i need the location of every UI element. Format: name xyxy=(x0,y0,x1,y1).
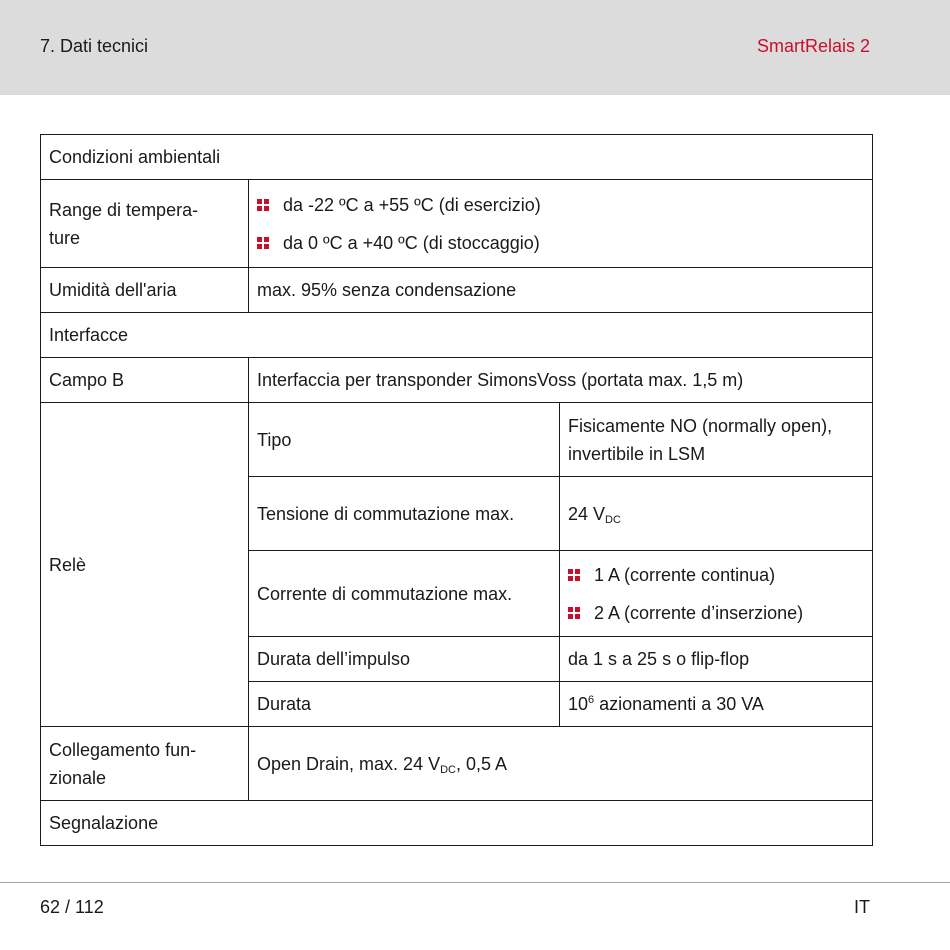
table-row xyxy=(41,135,873,180)
current-values xyxy=(560,551,873,637)
page-header xyxy=(0,0,950,95)
footer-divider xyxy=(0,882,950,883)
language-code: IT xyxy=(854,897,870,917)
tech-data-table xyxy=(40,134,873,846)
env-heading: Condizioni ambientali xyxy=(41,135,873,180)
voltage-value: 24 $V_{DC}$ xyxy=(560,477,873,551)
type-value: Fisicamente NO (normally open), invertibile in LSM xyxy=(560,403,873,477)
list-item: 1 A (corrente continua) xyxy=(568,561,864,589)
bullet-icon xyxy=(568,569,580,581)
page-number: 62 / 112 xyxy=(40,897,104,917)
table-row xyxy=(41,358,873,403)
humidity-value: max. 95% senza condensazione xyxy=(249,268,873,313)
list-item: da 0 ºC a +40 ºC (di stoccaggio) xyxy=(257,229,864,257)
table-row xyxy=(41,313,873,358)
bullet-icon xyxy=(257,237,269,249)
duration-value: $10^6$ azionamenti a 30 VA xyxy=(560,682,873,727)
table-row xyxy=(41,801,873,846)
product-name: SmartRelais 2 xyxy=(756,36,870,56)
field-b-value: Interfaccia per transponder SimonsVoss (portata max. 1,5 m) xyxy=(249,358,873,403)
table-row xyxy=(41,727,873,801)
type-label: Tipo xyxy=(249,403,560,477)
bullet-icon xyxy=(257,199,269,211)
voltage-label: Tensione di commutazione max. xyxy=(249,477,560,551)
pulse-value: da 1 s a 25 s o flip-flop xyxy=(560,637,873,682)
field-b-label: Campo B xyxy=(41,358,249,403)
table-row xyxy=(41,268,873,313)
list-item: 2 A (corrente d’inserzione) xyxy=(568,599,864,627)
table-row xyxy=(41,403,873,477)
func-label: Collegamento fun- zionale xyxy=(41,727,249,801)
relay-label: Relè xyxy=(41,403,249,727)
current-label: Corrente di commutazione max. xyxy=(249,551,560,637)
humidity-label: Umidità dell'aria xyxy=(41,268,249,313)
func-value: Open Drain, max. 24 $V_{DC}$, 0,5 A xyxy=(249,727,873,801)
interfaces-heading: Interfacce xyxy=(41,313,873,358)
table-row xyxy=(41,180,873,268)
temp-values xyxy=(249,180,873,268)
bullet-icon xyxy=(568,607,580,619)
temp-label: Range di tempera- ture xyxy=(41,180,249,268)
list-item: da -22 ºC a +55 ºC (di esercizio) xyxy=(257,191,864,219)
signal-heading: Segnalazione xyxy=(41,801,873,846)
section-title: 7. Dati tecnici xyxy=(40,36,149,56)
pulse-label: Durata dell’impulso xyxy=(249,637,560,682)
duration-label: Durata xyxy=(249,682,560,727)
